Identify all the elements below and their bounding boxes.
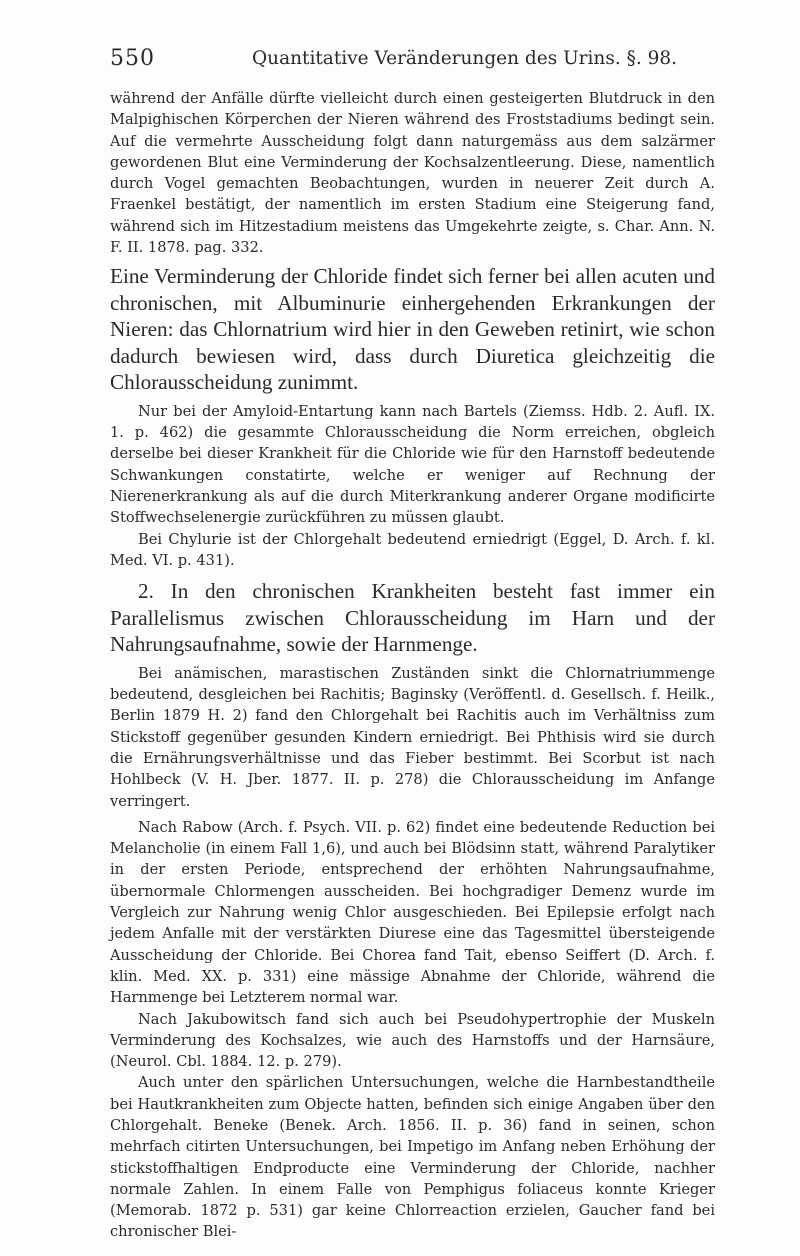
paragraph-skin-diseases: Auch unter den spärlichen Untersuchungen, welche die Harnbestandtheile bei Hautkrankheiten zum Objecte hatten, befinden sich einige Angaben über den Chlorgehalt. Beneke (Benek. Arch. 1856. II. p. 36) fand in seinen, schon mehrfach citirten Untersuchungen, bei Impetigo im Anfang neben Erhöhung der stickstoffhaltigen Endproducte eine Verminderung der Chloride, nachher normale Zahlen. In einem Falle von Pemphigus foliaceus konnte Krieger (Memorab. 1872 p. 531) gar keine Chlorreaction erzielen, Gaucher fand bei chronischer Blei- bbox=[110, 1074, 715, 1241]
paragraph-amyloid: Nur bei der Amyloid-Entartung kann nach Bartels (Ziemss. Hdb. 2. Aufl. IX. 1. p. 462) die gesammte Chlorausscheidung die Norm erreichen, obgleich derselbe bei dieser Krankheit für die Chloride wie für den Harnstoff bedeutende Schwankungen constatirte, welche er weniger auf Rechnung der Nierenerkrankung als auf die durch Miterkrankung anderer Organe modificirte Stoffwechselenergie zurückführen zu müssen glaubt. bbox=[110, 402, 715, 527]
paragraph-pseudohypertrophy: Nach Jakubowitsch fand sich auch bei Pseudohypertrophie der Muskeln Verminderung des Kochsalzes, wie auch des Harnstoffs und der Harnsäure, (Neurol. Cbl. 1884. 12. p. 279). bbox=[110, 1010, 715, 1071]
body-text bbox=[110, 88, 715, 1243]
page-number: 550 bbox=[110, 46, 155, 71]
paragraph-kidney-disease: Eine Verminderung der Chloride findet sich ferner bei allen acuten und chronischen, mit Albuminurie einhergehenden Erkrankungen der Nieren: das Chlornatrium wird hier in den Geweben retinirt, wie schon dadurch bewiesen wird, dass durch Diuretica gleichzeitig die Chlorausscheidung zunimmt. bbox=[110, 264, 715, 395]
paragraph-anaemia: Bei anämischen, marastischen Zuständen sinkt die Chlornatriummenge bedeutend, desgleichen bei Rachitis; Baginsky (Veröffentl. d. Gesellsch. f. Heilk., Berlin 1879 H. 2) fand den Chlorgehalt bei Rachitis auch im Verhältniss zum Stickstoff gegenüber gesunden Kindern erniedrigt. Bei Phthisis wird sie durch die Ernährungsverhältnisse und das Fieber bestimmt. Bei Scorbut ist nach Hohlbeck (V. H. Jber. 1877. II. p. 278) die Chlorausscheidung im Anfange verringert. bbox=[110, 664, 715, 810]
paragraph-melancholia: Nach Rabow (Arch. f. Psych. VII. p. 62) findet eine bedeutende Reduction bei Melancholie (in einem Fall 1,6), und auch bei Blödsinn statt, während Paralytiker in der ersten Periode, entsprechend der erhöhten Nahrungsaufnahme, übernormale Chlormengen ausscheiden. Bei hochgradiger Demenz wurde im Vergleich zur Nahrung wenig Chlor ausgeschieden. Bei Epilepsie erfolgt nach jedem Anfalle mit der verstärkten Diurese eine das Tagesmittel übersteigende Ausscheidung der Chloride. Bei Chorea fand Tait, ebenso Seiffert (D. Arch. f. klin. Med. XX. p. 331) eine mässige Abnahme der Chloride, während die Harnmenge bei Letzterem normal war. bbox=[110, 818, 715, 1007]
paragraph-chronic-diseases: 2. In den chronischen Krankheiten besteht fast immer ein Parallelismus zwischen Chlorausscheidung im Harn und der Nahrungsaufnahme, sowie der Harnmenge. bbox=[110, 579, 715, 657]
running-title: Quantitative Veränderungen des Urins. §. 98. bbox=[252, 48, 678, 69]
paragraph-malaria-chloride: während der Anfälle dürfte vielleicht durch einen gesteigerten Blutdruck in den Malpighischen Körperchen der Nieren während des Froststadiums bedingt sein. Auf die vermehrte Ausscheidung folgt dann naturgemäss aus dem salzärmer gewordenen Blut eine Verminderung der Kochsalzentleerung. Diese, namentlich durch Vogel gemachten Beobachtungen, wurden in neuerer Zeit durch A. Fraenkel bestätigt, der namentlich im ersten Stadium eine Steigerung fand, während sich im Hitzestadium meistens das Umgekehrte zeigte, s. Char. Ann. N. F. II. 1878. pag. 332. bbox=[110, 90, 715, 257]
paragraph-chyluria: Bei Chylurie ist der Chlorgehalt bedeutend erniedrigt (Eggel, D. Arch. f. kl. Med. VI. p. 431). bbox=[110, 530, 715, 569]
page-header bbox=[110, 46, 710, 76]
